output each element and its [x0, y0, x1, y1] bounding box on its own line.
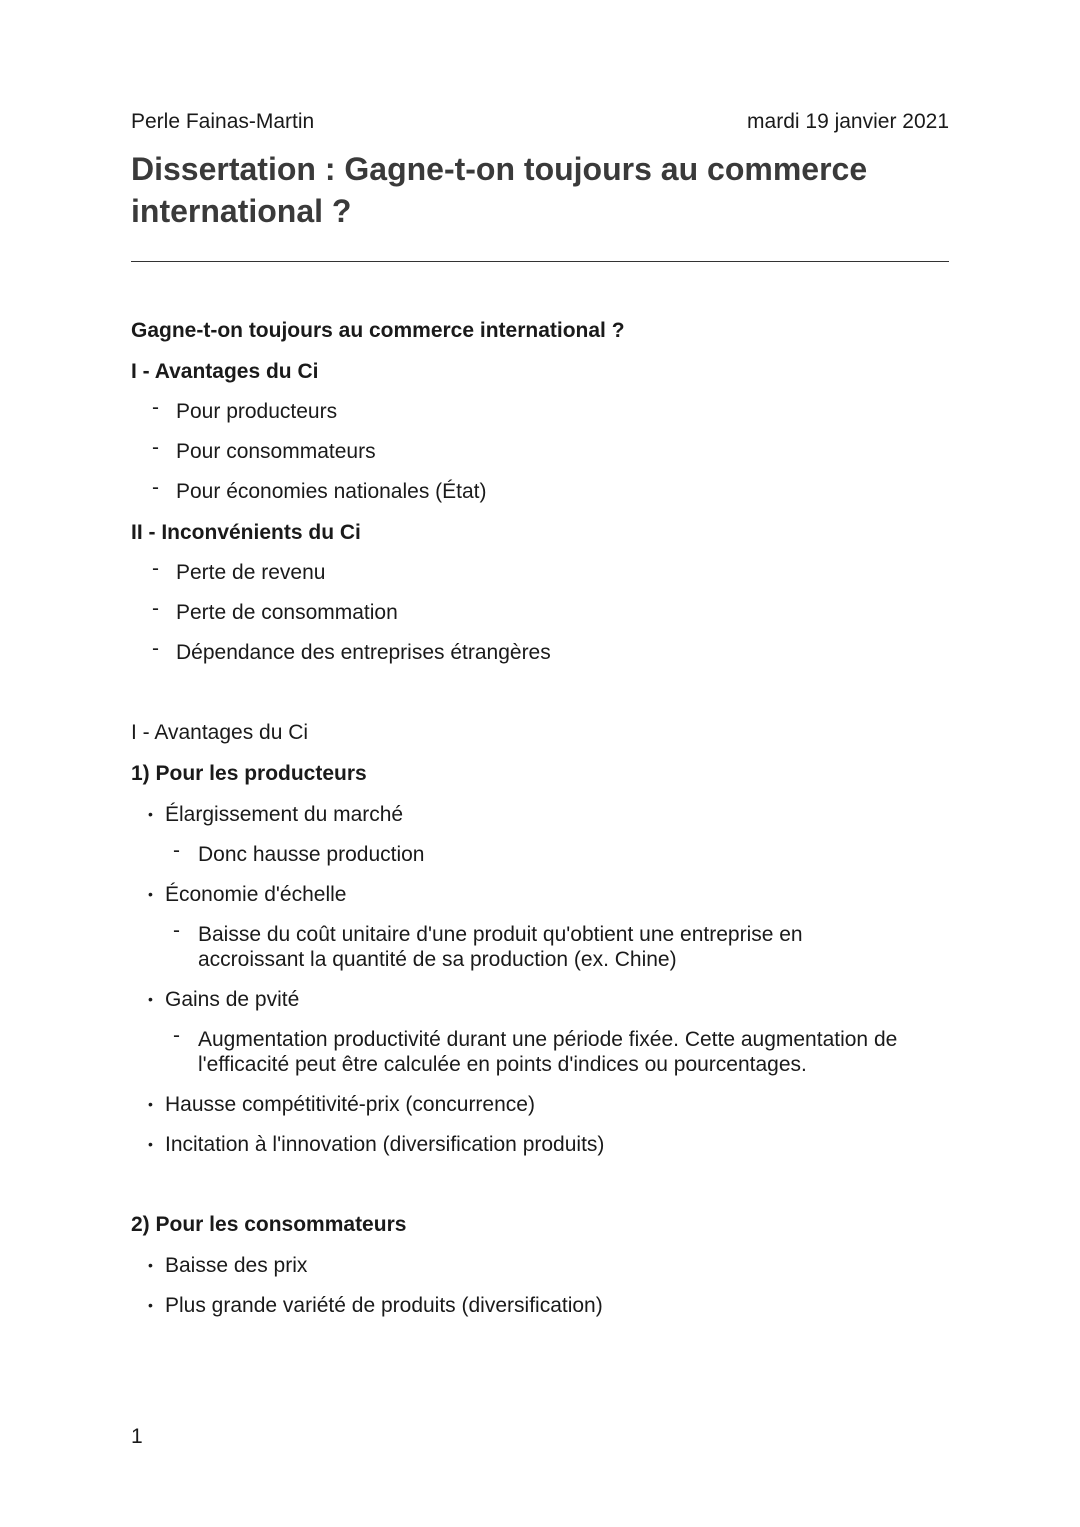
title-divider	[131, 261, 949, 262]
list-item-text: Gains de pvité	[165, 988, 300, 1011]
bullet-marker: •	[148, 1297, 153, 1313]
plan-part1-heading: I - Avantages du Ci	[131, 360, 319, 383]
section1-sub1-heading: 1) Pour les producteurs	[131, 762, 367, 785]
list-item-text: Augmentation productivité durant une période fixée. Cette augmentation de	[198, 1028, 898, 1051]
bullet-marker: •	[148, 806, 153, 822]
plan-part1-item	[131, 436, 949, 464]
list-item-text: Baisse du coût unitaire d'une produit qu'obtient une entreprise en	[198, 923, 803, 946]
document-title: Dissertation : Gagne-t-on toujours au commerce international ?	[131, 151, 868, 229]
dash-marker: -	[173, 1024, 180, 1047]
list-item-text: Donc hausse production	[198, 843, 425, 866]
plan-part1-item	[131, 476, 949, 504]
dash-marker: -	[173, 839, 180, 862]
bullet-marker: •	[148, 1257, 153, 1273]
list-item-text: Pour économies nationales (État)	[176, 480, 487, 503]
dash-marker: -	[152, 476, 159, 499]
plan-part2-heading: II - Inconvénients du Ci	[131, 521, 361, 544]
list-item-text: Plus grande variété de produits (diversification)	[165, 1294, 603, 1317]
bullet-item	[131, 802, 949, 827]
list-item-text: l'efficacité peut être calculée en points d'indices ou pourcentages.	[198, 1053, 807, 1076]
bullet-item	[131, 882, 949, 907]
plan-part2-item	[131, 637, 949, 665]
list-item-text: Dépendance des entreprises étrangères	[176, 641, 551, 664]
sub-item	[131, 1024, 949, 1077]
author-name: Perle Fainas-Martin	[131, 110, 315, 133]
bullet-item	[131, 1092, 949, 1117]
list-item-text: Incitation à l'innovation (diversification produits)	[165, 1133, 605, 1156]
bullet-item	[131, 1253, 949, 1278]
bullet-marker: •	[148, 1096, 153, 1112]
bullet-marker: •	[148, 1136, 153, 1152]
list-item-text: Pour consommateurs	[176, 440, 376, 463]
list-item-text: Hausse compétitivité-prix (concurrence)	[165, 1093, 535, 1116]
bullet-marker: •	[148, 886, 153, 902]
dash-marker: -	[152, 557, 159, 580]
list-item-text: accroissant la quantité de sa production (ex. Chine)	[198, 948, 677, 971]
bullet-item	[131, 1132, 949, 1157]
document-page	[131, 0, 949, 1527]
plan-question: Gagne-t-on toujours au commerce international ?	[131, 319, 625, 342]
bullet-marker: •	[148, 991, 153, 1007]
list-item-text: Perte de consommation	[176, 601, 398, 624]
dash-marker: -	[152, 436, 159, 459]
document-body	[131, 316, 949, 1318]
dash-marker: -	[152, 637, 159, 660]
list-item-text: Élargissement du marché	[165, 803, 404, 826]
section1-heading: I - Avantages du Ci	[131, 721, 309, 744]
bullet-item	[131, 1293, 949, 1318]
list-item-text: Économie d'échelle	[165, 883, 347, 906]
page-number: 1	[131, 1425, 143, 1448]
list-item-text: Perte de revenu	[176, 561, 326, 584]
plan-part1-item	[131, 396, 949, 424]
plan-part2-item	[131, 597, 949, 625]
section1-sub2-heading: 2) Pour les consommateurs	[131, 1213, 407, 1236]
dash-marker: -	[152, 597, 159, 620]
list-item-text: Pour producteurs	[176, 400, 338, 423]
list-item-text: Baisse des prix	[165, 1254, 308, 1277]
plan-part2-item	[131, 557, 949, 585]
dash-marker: -	[152, 396, 159, 419]
sub-item	[131, 919, 949, 972]
bullet-item	[131, 987, 949, 1012]
dash-marker: -	[173, 919, 180, 942]
document-date: mardi 19 janvier 2021	[747, 110, 949, 133]
sub-item	[131, 839, 949, 867]
